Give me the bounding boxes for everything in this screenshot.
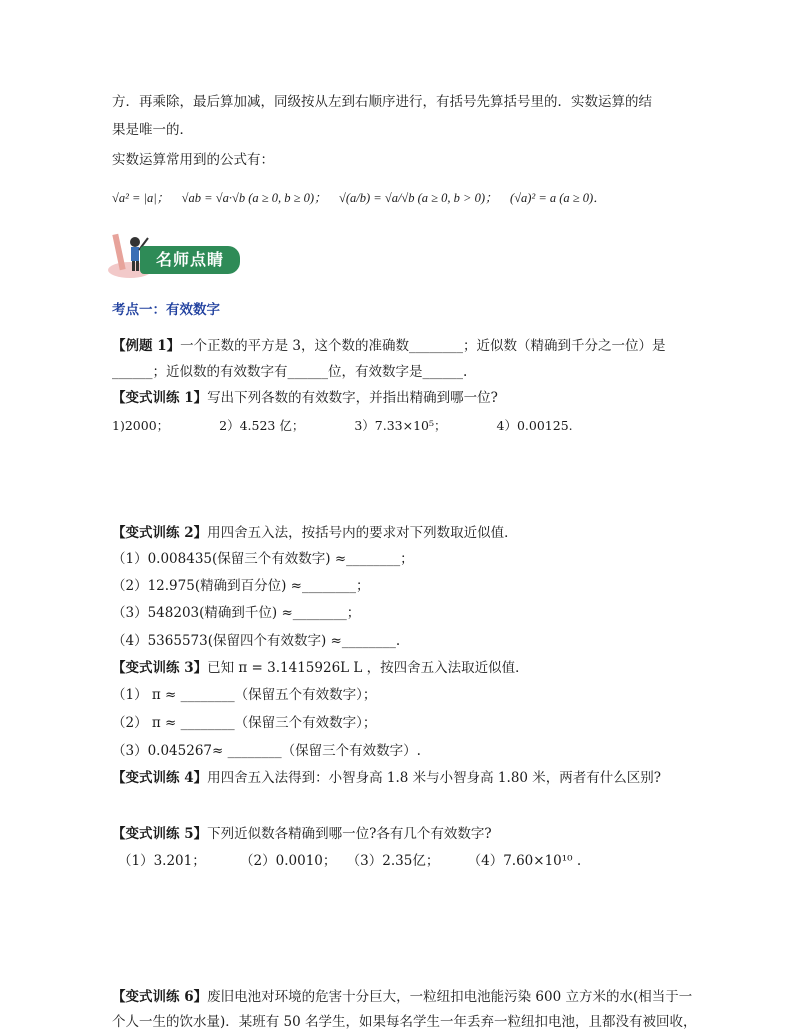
list-item: （4）7.60×10¹⁰ .	[467, 853, 582, 869]
exercise-line: 个人一生的饮水量)．某班有 50 名学生，如果每名学生一年丢弃一粒纽扣电池，且都没有被回收，	[112, 1014, 697, 1030]
exercise-text: 废旧电池对环境的危害十分巨大，一粒纽扣电池能污染 600 立方米的水(相当于一	[207, 989, 693, 1005]
example-line	[112, 336, 665, 356]
exercise-tag: 【变式训练 2】	[112, 525, 208, 541]
list-item: （1） π ≈ ________（保留五个有效数字）；	[112, 687, 377, 703]
exercise-tag: 【变式训练 4】	[112, 770, 208, 786]
exercise-tag: 【变式训练 1】	[112, 390, 208, 406]
exercise-tag: 【变式训练 6】	[112, 989, 208, 1005]
formula-product: √ab = √a·√b (a ≥ 0, b ≥ 0)；	[181, 191, 327, 205]
example-text: 一个正数的平方是 3，这个数的准确数________；近似数（精确到千分之一位）是	[180, 338, 666, 354]
exercise-line	[112, 388, 498, 408]
example-tag: 【例题 1】	[112, 338, 181, 354]
exercise-tag: 【变式训练 3】	[112, 660, 208, 676]
example-line: ______；近似数的有效数字有______位，有效数字是______.	[112, 364, 468, 380]
exercise-items	[112, 416, 619, 436]
list-item: 1)2000；	[112, 418, 170, 433]
section-banner	[108, 228, 243, 280]
exercise-text: 已知 π = 3.1415926L L ，按四舍五入法取近似值．	[207, 660, 529, 676]
exercise-line	[112, 824, 492, 844]
formula-abs: √a² = |a|；	[112, 191, 170, 205]
exercise-line	[112, 523, 518, 543]
list-item: 2）4.523 亿；	[219, 418, 305, 433]
list-item: （1）0.008435(保留三个有效数字) ≈________；	[112, 551, 414, 567]
paragraph-line: 实数运算常用到的公式有：	[112, 152, 274, 168]
exercise-text: 下列近似数各精确到哪一位?各有几个有效数字?	[207, 826, 492, 842]
list-item: 4）0.00125.	[496, 418, 573, 433]
list-item: （2） π ≈ ________（保留三个有效数字）；	[112, 715, 377, 731]
list-item: （3）548203(精确到千位) ≈________；	[112, 605, 361, 621]
exercise-items	[118, 851, 627, 871]
list-item: （2）12.975(精确到百分位) ≈________；	[112, 578, 370, 594]
exercise-line	[112, 987, 692, 1007]
list-item: （3）0.045267≈ ________（保留三个有效数字）.	[112, 743, 421, 759]
exercise-tag: 【变式训练 5】	[112, 826, 208, 842]
exercise-line	[112, 658, 529, 678]
paragraph-line: 果是唯一的．	[112, 122, 193, 138]
section-title: 考点一：有效数字	[112, 302, 220, 318]
list-item: （4）5365573(保留四个有效数字) ≈________.	[112, 633, 401, 649]
exercise-text: 写出下列各数的有效数字，并指出精确到哪一位?	[207, 390, 498, 406]
formula-line	[112, 188, 606, 208]
banner-label: 名师点睛	[140, 246, 240, 274]
paragraph-line: 方．再乘除，最后算加减，同级按从左到右顺序进行，有括号先算括号里的．实数运算的结	[112, 94, 652, 110]
list-item: 3）7.33×10⁵；	[354, 418, 447, 433]
exercise-text: 用四舍五入法，按括号内的要求对下列数取近似值．	[207, 525, 518, 541]
formula-quotient: √(a/b) = √a/√b (a ≥ 0, b > 0)；	[338, 191, 498, 205]
formula-square: (√a)² = a (a ≥ 0)．	[510, 191, 606, 205]
list-item: （2）0.0010；	[240, 853, 337, 869]
list-item: （1）3.201；	[118, 853, 206, 869]
exercise-line	[112, 768, 661, 788]
list-item: （3）2.35亿；	[346, 853, 440, 869]
exercise-text: 用四舍五入法得到：小智身高 1.8 米与小智身高 1.80 米，两者有什么区别?	[207, 770, 662, 786]
